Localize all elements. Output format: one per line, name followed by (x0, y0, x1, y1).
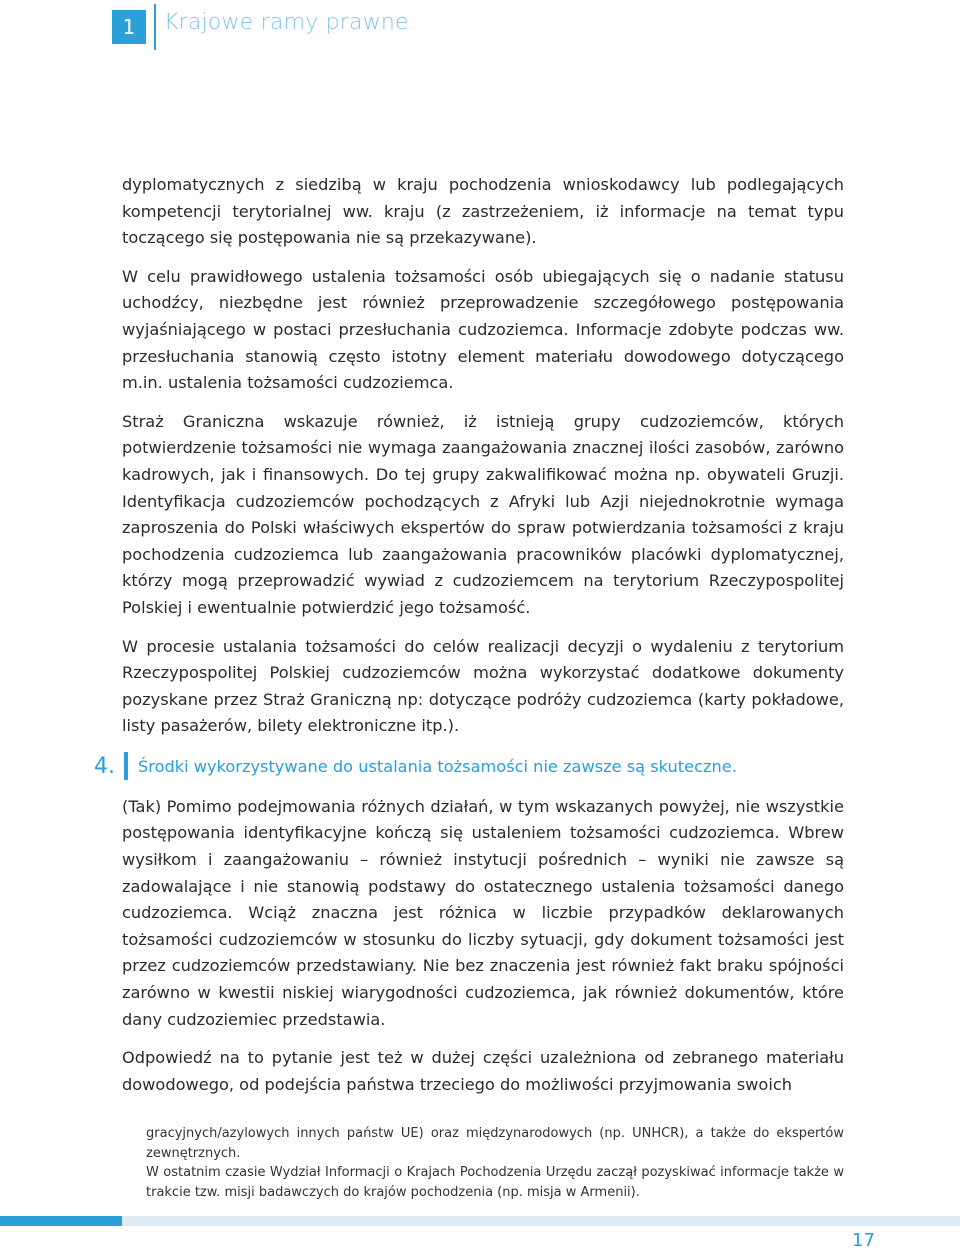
paragraph: Straż Graniczna wskazuje również, iż istnieją grupy cudzoziemców, których potwierdzenie tożsamości nie wymaga zaangażowania znacznej ilości zasobów, zarówno kadrowych, jak i finansowych. Do tej grupy zakwalifikować można np. obywateli Gruzji. Identyfikacja cudzoziemców pochodzących z Afryki lub Azji niejednokrotnie wymaga zaproszenia do Polski właściwych ekspertów do spraw potwierdzania tożsamości z kraju pochodzenia cudzoziemca lub zaangażowania pracowników placówki dyplomatycznej, którzy mogą przeprowadzić wywiad z cudzoziemcem na terytorium Rzeczypospolitej Polskiej i ewentualnie potwierdzić jego tożsamość. (122, 411, 844, 617)
section-number: 4. (94, 753, 115, 779)
chapter-title: Krajowe ramy prawne (164, 10, 409, 35)
page-body (94, 172, 844, 1110)
paragraph: W celu prawidłowego ustalenia tożsamości osób ubiegających się o nadanie statusu uchodźcy, niezbędne jest również przeprowadzenie szczegółowego postępowania wyjaśniającego w postaci przesłuchania cudzoziemca. Informacje zdobyte podczas ww. przesłuchania stanowią często istotny element materiału dowodowego dotyczącego m.in. ustalenia tożsamości cudzoziemca. (122, 266, 844, 393)
footer-bar (0, 1216, 960, 1226)
paragraph: dyplomatycznych z siedzibą w kraju pochodzenia wnioskodawcy lub podlegających kompetencji terytorialnej ww. kraju (z zastrzeżeniem, iż informacje na temat typu toczącego się postępowania nie są przekazywane). (122, 175, 844, 248)
footnote: gracyjnych/azylowych innych państw UE) oraz międzynarodowych (np. UNHCR), a także do ekspertów zewnętrznych. (146, 1126, 844, 1161)
footer-bar-accent (0, 1216, 122, 1226)
chapter-number: 1 (122, 15, 136, 39)
paragraph: Odpowiedź na to pytanie jest też w dużej części uzależniona od zebranego materiału dowodowego, od podejścia państwa trzeciego do możliwości przyjmowania swoich (122, 1048, 844, 1094)
paragraph: W procesie ustalania tożsamości do celów realizacji decyzji o wydaleniu z terytorium Rzeczypospolitej Polskiej cudzoziemców można wykorzystać dodatkowe dokumenty pozyskane przez Straż Graniczną np: dotyczące podróży cudzoziemca (karty pokładowe, listy pasażerów, bilety elektroniczne itp.). (122, 636, 844, 736)
footnote: W ostatnim czasie Wydział Informacji o Krajach Pochodzenia Urzędu zaczął pozyskiwać informacje także w trakcie tzw. misji badawczych do krajów pochodzenia (np. misja w Armenii). (146, 1165, 844, 1200)
page-number: 17 (852, 1230, 875, 1251)
chapter-number-badge (112, 10, 146, 44)
footnotes (146, 1124, 844, 1202)
header-divider (154, 4, 156, 50)
paragraph: (Tak) Pomimo podejmowania różnych działań, w tym wskazanych powyżej, nie wszystkie postępowania identyfikacyjne kończą się ustaleniem tożsamości cudzoziemca. Wbrew wysiłkom i zaangażowaniu – również instytucji pośrednich – wyniki nie zawsze są zadowalające i nie stanowią podstawy do ostatecznego ustalenia tożsamości danego cudzoziemca. Wciąż znaczna jest różnica w liczbie przypadków deklarowanych tożsamości cudzoziemców w stosunku do liczby sytuacji, gdy dokument tożsamości jest przez cudzoziemców przedstawiany. Nie bez znaczenia jest również fakt braku spójności zarówno w kwestii niskiej wiarygodności cudzoziemca, jak również dokumentów, które dany cudzoziemiec przedstawia. (122, 796, 844, 1029)
section-bar (124, 752, 128, 780)
section-title: Środki wykorzystywane do ustalania tożsamości nie zawsze są skuteczne. (138, 756, 737, 776)
section-heading (94, 752, 844, 782)
